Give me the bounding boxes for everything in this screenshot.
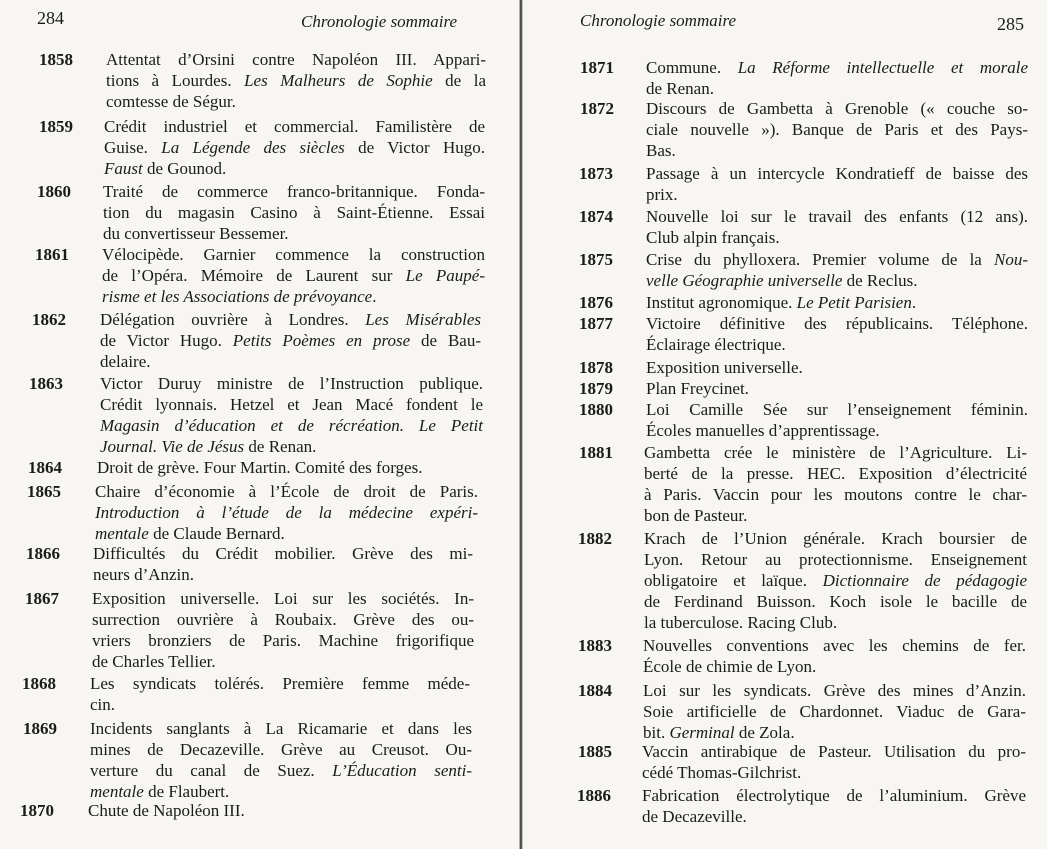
text-run: Soie artificielle de Chardonnet. Viaduc de Gara- [643,701,1026,721]
text-line [644,571,1027,592]
text-run: École de chimie de Lyon. [643,656,817,676]
text-line [644,443,1027,464]
italic-title: L’Éducation senti- [332,760,472,780]
text-run: delaire. [100,351,151,371]
text-run: de Renan. [244,436,317,456]
italic-title: risme et les Associations de prévoyance [102,286,373,306]
text-line [643,657,1026,678]
text-run: du convertisseur Bessemer. [103,223,289,243]
text-line [100,352,481,373]
entry-text [646,164,1028,206]
text-line [106,71,486,92]
text-run: Institut agronomique. [646,293,797,312]
text-line [90,761,472,782]
running-title: Chronologie sommaire [301,12,457,31]
text-run: Vélocipède. Garnier commence la construction [102,245,485,264]
text-line [644,550,1027,571]
text-run: comtesse de Ségur. [106,91,236,111]
entry-year: 1858 [39,50,73,69]
text-run: Victoire définitive des républicains. Téléphone. [646,314,1028,333]
italic-title: Le Paupé- [405,265,485,285]
italic-title: Introduction à l’étude de la médecine expéri- [95,502,478,522]
text-run: . [372,286,377,306]
italic-title: mentale [90,781,144,801]
entry-text [643,681,1026,744]
entry-text [93,544,473,586]
text-run: Discours de Gambetta à Grenoble (« couche so- [646,99,1028,118]
entry-text [103,182,485,245]
italic-title: La Légende des siècles [161,137,345,157]
text-line [95,524,478,545]
text-line [92,589,474,610]
text-run: Écoles manuelles d’apprentissage. [646,420,880,440]
entry-year: 1868 [22,674,56,693]
text-line [100,416,483,437]
text-line [104,138,485,159]
entry-year: 1881 [579,443,613,462]
text-line [646,250,1028,271]
entry-text [642,742,1026,784]
text-run: Crédit industriel et commercial. Familistère de [104,117,485,136]
italic-title: Magasin d’éducation et de récréation. Le Petit [100,415,483,435]
entry-year: 1864 [28,458,62,477]
text-line [644,592,1027,613]
left-page [0,0,521,849]
text-line [646,79,1028,100]
text-run: Gambetta crée le ministère de l’Agriculture. Li- [644,443,1027,462]
text-line [93,544,473,565]
entry-text [644,529,1027,634]
text-run: de Victor Hugo. [100,330,233,350]
text-line [646,58,1028,79]
entry-text [646,207,1028,249]
text-run: la tuberculose. Racing Club. [644,612,838,632]
text-line [646,314,1028,335]
text-run: Éclairage électrique. [646,334,786,354]
text-run: de Victor Hugo. [344,137,485,157]
text-run: Vaccin antirabique de Pasteur. Utilisation du pro- [642,742,1026,761]
text-line [92,631,474,652]
entry-year: 1880 [579,400,613,419]
text-line [92,610,474,631]
italic-title: La Réforme intellectuelle et morale [737,58,1028,77]
text-run: Crédit lyonnais. Hetzel et Jean Macé fondent le [100,394,483,414]
text-line [646,271,1028,292]
entry-year: 1883 [578,636,612,655]
text-line [90,740,472,761]
entry-year: 1871 [580,58,614,77]
text-run: Les syndicats tolérés. Première femme méde- [90,674,470,693]
text-line [644,613,1027,634]
text-line [95,503,478,524]
text-line [642,763,1026,784]
text-line [97,458,479,479]
entry-text [646,358,1028,379]
text-run: Chaire d’économie à l’École de droit de Paris. [95,482,478,501]
text-run: Difficultés du Crédit mobilier. Grève des mi- [93,544,473,563]
text-line [646,335,1028,356]
text-run: berté de la presse. HEC. Exposition d’électricité [644,463,1027,483]
text-line [646,141,1028,162]
entry-year: 1877 [579,314,613,333]
entry-text [646,58,1028,100]
text-run: vriers bronziers de Paris. Machine frigorifique [92,630,474,650]
text-run: Incidents sanglants à La Ricamarie et dans les [90,719,472,738]
entry-text [88,801,468,822]
entry-year: 1860 [37,182,71,201]
text-run: tion du magasin Casino à Saint-Étienne. Essai [103,202,485,222]
text-run: cin. [90,694,116,714]
entry-text [90,719,472,803]
text-run: Lyon. Retour au protectionnisme. Enseignement [644,549,1027,569]
text-line [646,379,1028,400]
text-run: de Claude Bernard. [148,523,285,543]
text-run: Chute de Napoléon III. [88,801,245,820]
text-run: de Gounod. [142,158,227,178]
right-page [523,0,1047,849]
text-run: cédé Thomas-Gilchrist. [642,762,802,782]
text-run: surrection ouvrière à Roubaix. Grève des ou- [92,609,474,629]
text-run: bon de Pasteur. [644,505,748,525]
text-line [90,719,472,740]
page-number: 284 [37,8,64,28]
entry-year: 1861 [35,245,69,264]
entry-text [95,482,478,545]
text-line [646,228,1028,249]
text-line [646,358,1028,379]
text-line [92,652,474,673]
text-run: de l’Opéra. Mémoire de Laurent sur [102,265,406,285]
text-line [106,50,486,71]
entry-year: 1873 [579,164,613,183]
italic-title: Germinal [669,722,735,742]
entry-year: 1862 [32,310,66,329]
text-line [100,395,483,416]
text-line [642,807,1026,828]
italic-title: Les Misérables [365,310,481,329]
italic-title: Le Petit Parisien [796,293,912,312]
text-line [104,159,485,180]
entry-year: 1866 [26,544,60,563]
text-run: bit. [643,722,670,742]
entry-text [92,589,474,673]
entry-year: 1886 [577,786,611,805]
text-run: neurs d’Anzin. [93,564,195,584]
text-run: Droit de grève. Four Martin. Comité des forges. [97,458,423,477]
text-run: Exposition universelle. [646,358,803,377]
entry-year: 1870 [20,801,54,820]
italic-title: Dictionnaire de pédagogie [822,570,1028,590]
text-line [103,182,485,203]
text-line [106,92,486,113]
text-run: Guise. [104,137,162,157]
entry-year: 1884 [578,681,612,700]
entry-year: 1885 [578,742,612,761]
text-run: Krach de l’Union générale. Krach boursier de [644,529,1027,548]
text-line [90,695,470,716]
entry-text [646,379,1028,400]
entry-text [643,636,1026,678]
running-title: Chronologie sommaire [580,11,736,30]
text-line [642,742,1026,763]
text-line [93,565,473,586]
text-line [100,310,481,331]
text-run: obligatoire et laïque. [644,570,823,590]
entry-year: 1867 [25,589,59,608]
text-line [100,331,481,352]
text-run: Exposition universelle. Loi sur les sociétés. In- [92,589,474,608]
entry-text [646,99,1028,162]
text-line [646,421,1028,442]
text-run: de Reclus. [842,270,918,290]
text-run: de Ferdinand Buisson. Koch isole le bacille de [644,591,1027,611]
entry-text [100,310,481,373]
text-line [644,485,1027,506]
text-line [104,117,485,138]
text-line [646,400,1028,421]
text-run: de Flaubert. [143,781,230,801]
text-line [646,120,1028,141]
text-line [103,203,485,224]
text-run: Attentat d’Orsini contre Napoléon III. Appari- [106,50,486,69]
entry-text [646,250,1028,292]
entry-year: 1865 [27,482,61,501]
italic-title: Faust [104,158,143,178]
entry-text [646,293,1028,314]
text-run: verture du canal de Suez. [90,760,333,780]
text-line [646,164,1028,185]
text-run: Commune. [646,58,738,77]
italic-title: Nou- [994,250,1028,269]
text-line [644,506,1027,527]
text-line [644,529,1027,550]
text-line [643,636,1026,657]
text-run: Loi Camille Sée sur l’enseignement féminin. [646,400,1028,419]
entry-year: 1874 [579,207,613,226]
text-run: à Paris. Vaccin pour les moutons contre le char- [644,484,1027,504]
text-run: Bas. [646,140,676,160]
text-run: Plan Freycinet. [646,379,749,398]
text-run: de Charles Tellier. [92,651,216,671]
entry-text [106,50,486,113]
italic-title: Petits Poèmes en prose [232,330,411,350]
text-run: mines de Decazeville. Grève au Creusot. Ou- [90,739,472,759]
text-run: Crise du phylloxera. Premier volume de la [646,250,994,269]
text-line [646,293,1028,314]
text-line [643,702,1026,723]
text-run: de la [432,70,486,90]
entry-year: 1879 [579,379,613,398]
text-run: Fabrication électrolytique de l’aluminium. Grève [642,786,1026,805]
entry-year: 1875 [579,250,613,269]
text-line [90,782,472,803]
text-line [100,374,483,395]
text-run: Traité de commerce franco-britannique. Fonda- [103,182,485,201]
text-run: de Bau- [410,330,481,350]
italic-title: velle Géographie universelle [646,270,843,290]
text-run: Nouvelles conventions avec les chemins de fer. [643,636,1026,655]
text-run: . [911,293,917,312]
text-line [642,786,1026,807]
entry-text [97,458,479,479]
text-run: Loi sur les syndicats. Grève des mines d’Anzin. [643,681,1026,700]
text-line [102,245,485,266]
text-run: de Decazeville. [642,806,747,826]
entry-year: 1863 [29,374,63,393]
text-run: de Zola. [734,722,795,742]
entry-year: 1878 [579,358,613,377]
entry-text [100,374,483,458]
text-line [646,185,1028,206]
entry-year: 1882 [578,529,612,548]
entry-year: 1876 [579,293,613,312]
entry-text [646,314,1028,356]
entry-year: 1869 [23,719,57,738]
entry-text [642,786,1026,828]
entry-text [90,674,470,716]
text-line [102,287,485,308]
text-line [95,482,478,503]
entry-text [104,117,485,180]
entry-year: 1859 [39,117,73,136]
text-line [90,674,470,695]
text-line [100,437,483,458]
text-line [102,266,485,287]
text-line [643,681,1026,702]
text-line [646,99,1028,120]
text-run: Nouvelle loi sur le travail des enfants (12 ans). [646,207,1028,226]
text-line [646,207,1028,228]
entry-year: 1872 [580,99,614,118]
page-number: 285 [997,14,1024,34]
text-run: ciale nouvelle »). Banque de Paris et des Pays- [646,119,1028,139]
italic-title: Journal. Vie de Jésus [100,436,245,456]
text-line [88,801,468,822]
text-line [644,464,1027,485]
text-run: Club alpin français. [646,227,780,247]
text-line [643,723,1026,744]
entry-text [102,245,485,308]
text-line [103,224,485,245]
italic-title: Les Malheurs de Sophie [244,70,433,90]
text-run: prix. [646,184,678,204]
text-run: Victor Duruy ministre de l’Instruction publique. [100,374,483,393]
text-run: de Renan. [646,78,714,98]
text-run: Délégation ouvrière à Londres. [100,310,366,329]
text-run: tions à Lourdes. [106,70,245,90]
italic-title: mentale [95,523,149,543]
entry-text [646,400,1028,442]
entry-text [644,443,1027,527]
text-run: Passage à un intercycle Kondratieff de baisse des [646,164,1028,183]
